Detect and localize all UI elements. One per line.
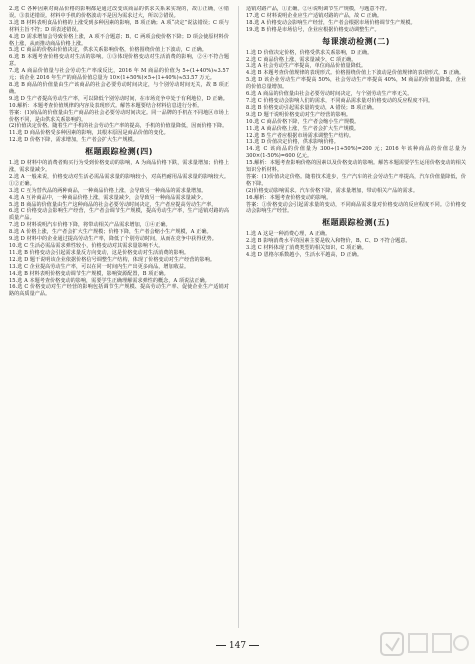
answer-paragraph: 5.选 B 商品的价值量由生产这种商品的社会必要劳动时间决定，生产者应提高劳动生产率。 [9,201,217,208]
answer-paragraph: 8.选 B 商品的价值量由生产该商品的社会必要劳动时间决定，与个别劳动时间无关，故 B 项正确。 [9,81,229,95]
answer-paragraph: 5.选 D 该企业劳动生产率提高 50%，社会劳动生产率提高 40%，M 商品的价值量降低，企业的价值总量增加。 [246,77,466,91]
answer-paragraph: 7.选 A 商品价值量与社会劳动生产率成反比，2016 年 M 商品的价值为 5÷(1+40%)≈3.57 元；该企业 2016 年生产的商品价值总量为 10×(1+50%)×5÷(1+40%)≈53.57 万元。 [9,68,229,82]
answer-paragraph: 4.选 D 恩格尔系数越小，生活水平越高，D 正确。 [246,252,362,259]
answer-paragraph: 4.选 B 本题考查价值规律的表现形式。价格围绕价值上下波动是价值规律的表现形式，B 正确。 [246,70,465,77]
right-column [246,6,466,632]
answer-paragraph: 2.选 B 影响消费水平的因素主要是收入和物价，B、C、D 不符合题意。 [246,238,411,245]
section-heading: 框题跟踪检测(四) [85,147,153,157]
footer-dash-left [216,645,226,646]
answer-paragraph: 2.选 A 一般来说，价格变动对生活必需品需求量的影响较小，对高档耐用品需求量的影响较大。①②正确。 [9,173,229,187]
answer-paragraph: 14.选 C 该商品的价值量为 300÷(1+50%)=200 元；2016 年该种商品的价值总量为 300×(1-50%)=600 亿元。 [246,146,466,160]
section-heading: 每课滚动检测(二) [322,36,390,46]
answer-paragraph: 11.选 B 价格变动会引起需求量反方向变动，这是价格变动对生活消费的影响。 [9,249,189,256]
left-column [9,6,229,632]
answer-paragraph: 10.选 C 商品价格下降，生产者会缩小生产规模。 [246,118,360,125]
answer-paragraph: 1.选 D 价值决定价格，价格受供求关系影响，D 正确。 [246,49,373,56]
answer-paragraph: (2)价值决定价格。随着生产手机的社会劳动生产率的提高，手机的价值量降低，因而价格下降。 [9,123,228,130]
answer-paragraph: 14.选 B 材料表明价格变动调节生产规模，影响资源配置，B 项正确。 [9,270,169,277]
answer-paragraph: 12.选 D 题干说明该企业依据价格信号调整生产结构，体现了价格变动对生产经营的影响。 [9,256,216,263]
section-heading: 框题跟踪检测(五) [322,218,390,228]
answer-paragraph: 11.选 A 商品价格上涨，生产者会扩大生产规模。 [246,125,360,132]
answer-paragraph: 3.选 C 互为替代品的两种商品，一种商品价格上涨，会导致另一种商品的需求量增加。 [9,187,207,194]
answer-paragraph: 4.选 D 需求增加会导致价格上涨，A 项不合题意；B、C 两项会使价格下降；D 项会使原材料价格上涨，从而推动商品价格上涨。 [9,33,229,47]
answer-paragraph: 适销对路产品，①正确。②④说明调节生产规模，与题意不符。 [246,6,391,12]
answer-paragraph: 9.选 D 题干说明价格变动对生产经营的影响。 [246,111,352,118]
answer-paragraph: 3.选 C 材料体现了消费类型的相关知识，C 项正确。 [246,245,367,252]
answer-paragraph: 12.选 D 价格下降，需求增加，生产者会扩大生产规模。 [9,137,138,144]
answer-paragraph: 答案：(1)商品的价值量由生产商品的社会必要劳动时间决定。同一品牌的手机在不同地区市场上价格不同，是由供求关系影响的。 [9,109,229,123]
footer-dash-right [249,645,259,646]
answer-paragraph: 11.选 D 商品价格受多种因素的影响，其根本原因是商品价值的变化。 [9,130,169,137]
watermark-logo [379,630,471,660]
answer-paragraph: 10.解析：本题考查价值规律的内容及表现形式。解答本题要结合材料信息进行分析。 [9,102,203,109]
page-number: 147 [228,641,247,651]
answer-paragraph: 2.选 C 各种因素对商品价格的影响都是通过改变该商品的供求关系来实现的，故①正确，④错误。③表述错误。材料中手机的价格波动不是因为需求过大，所以②错误。 [9,6,229,19]
answer-paragraph: 8.选 B 价格变动引起需求量的变动，A 错误；B 项正确。 [246,104,377,111]
answer-paragraph: 3.选 B 材料表明食品价格的上涨受到多种因素的影响，B 项正确；A 项“决定”说法错误；C 项与材料主旨不符；D 项表述错误。 [9,19,229,33]
answer-paragraph: 3.选 A 社会劳动生产率提高，单位商品价值量降低。 [246,63,367,70]
answer-paragraph: 10.选 C 生活必需品需求弹性较小，价格变动对其需求量影响不大。 [9,243,164,249]
answer-paragraph: 16.选 C 价格变动对生产经营的影响包括调节生产规模、提高劳动生产率、促使企业生产适销对路的高质量产品。 [9,284,229,298]
answer-paragraph: 18.选 A 价格变动会影响生产经营，生产者会根据市场价格调节生产规模。 [246,19,416,26]
answer-paragraph: 1.选 D 材料中的消费者购买行为受到价格变动的影响，A 为商品价格下跌，需求量增加；价格上涨，需求量减少。 [9,160,229,174]
answer-paragraph: 12.选 B 生产者应根据市场需求调整生产结构。 [246,132,354,139]
answer-paragraph: 13.选 D 价值决定价格，供求影响价格。 [246,139,339,146]
answer-paragraph: 6.选 C 价格变动会影响生产经营，生产者会调节生产规模，提高劳动生产率，生产适销对路的高质量产品。 [9,208,229,222]
answer-paragraph: 答案：①价格变动会引起需求量的变动，不同商品需求量对价格变动的反应程度不同。②价格变动会影响生产经营。 [246,201,466,215]
answer-paragraph: 13.选 C 企业提高劳动生产率，可以在同一时间内生产出更多商品，增加收益。 [9,263,190,270]
answer-paragraph: 5.选 C 商品的价格由价值决定，供求关系影响价格，价格围绕价值上下波动，C 正确。 [9,47,207,54]
answer-paragraph: 6.选 B 本题考查价格变动对生活的影响。①③体现价格变动对生活消费的影响，②④不符合题意。 [9,54,229,68]
answer-paragraph: 6.选 A 商品的价值量由社会必要劳动时间决定，与个别劳动生产率无关。 [246,91,413,98]
answer-paragraph: 7.选 C 价格变动会影响人们的需求，不同商品需求量对价格变动的反应程度不同。 [246,97,434,104]
column-divider [238,6,239,628]
answer-paragraph: 9.选 D 材料中的企业通过提高劳动生产率，降低了个别劳动时间，从而在竞争中获得优势。 [9,236,217,243]
answer-paragraph: 4.选 A 互补商品中，一种商品价格上涨，需求量减少，会导致另一种商品需求量减少。 [9,194,207,201]
answer-paragraph: 19.选 B 价格是市场信号，企业应根据价格变动调整生产。 [246,26,380,33]
answer-paragraph: 2.选 C 商品价格上涨，需求量减少，C 项正确。 [246,56,357,63]
answer-paragraph: (2)价格变动影响需求。汽车价格下降，需求量增加，带动相关产品的需求。 [246,187,418,194]
answer-paragraph: 8.选 A 价格上涨，生产者会扩大生产规模；价格下降，生产者会缩小生产规模，A 正确。 [9,229,212,236]
answer-paragraph: 16.解析：本题考查价格变动的影响。 [246,194,332,201]
answer-paragraph: 9.选 D 生产者提高劳动生产率，可以降低个别劳动时间，在市场竞争中处于有利地位，D 正确。 [9,95,228,102]
answer-paragraph: 答案：(1)价值决定价格。随着技术进步，生产汽车的社会劳动生产率提高，汽车价值量降低，价格下降。 [246,173,466,187]
answer-paragraph: 1.选 A 这是一种消费心理，A 正确。 [246,231,331,238]
answer-paragraph: 15.选 A 本题考查价格变动的影响，需要学生正确理解需求弹性的概念，A 项说法正确。 [9,277,210,284]
answer-paragraph: 15.解析：本题考查影响价格的因素以及价格变动的影响。解答本题需要学生运用价格变动的相关知识分析材料。 [246,160,466,174]
answer-paragraph: 17.选 C 材料说明企业应生产适销对路的产品，故 C 正确。 [246,12,382,19]
answer-paragraph: 7.选 D 材料说明汽车价格下降，将带动相关产品需求增加，①④正确。 [9,222,171,229]
